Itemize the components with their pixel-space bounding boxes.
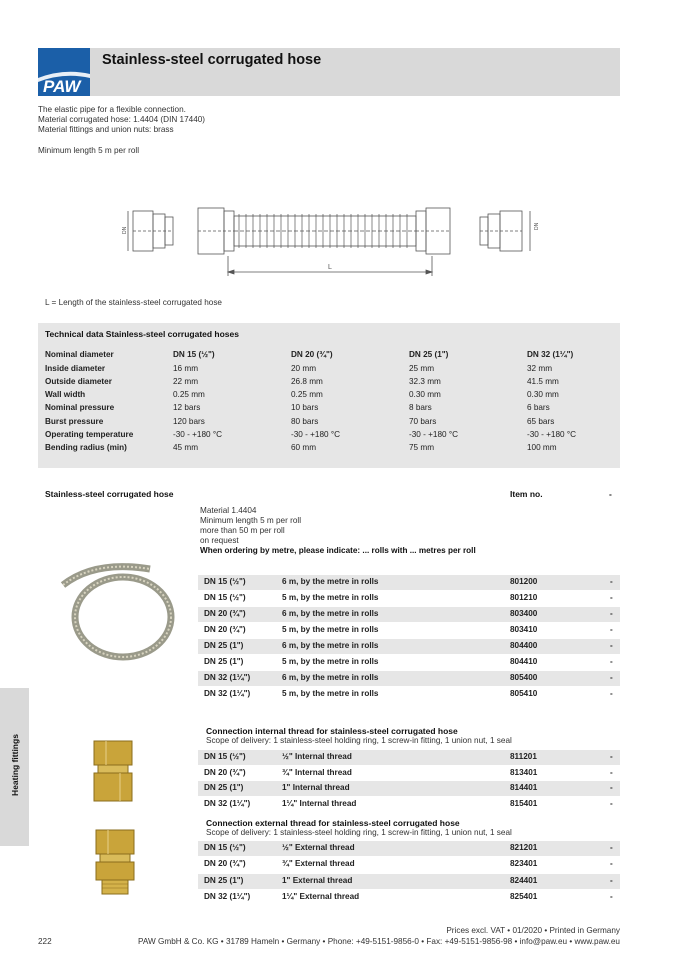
external-thread-title: Connection external thread for stainless-steel corrugated hose [206, 818, 460, 828]
tech-row: Nominal diameter DN 15 (½") DN 20 (¾") DN 25 (1") DN 32 (1¼") [45, 350, 574, 359]
tech-row: Wall width 0.25 mm 0.25 mm 0.30 mm 0.30 mm [45, 390, 559, 399]
table-row: DN 15 (½") ½" External thread 821201 - [198, 841, 620, 856]
ordering-note: When ordering by metre, please indicate: ... rolls with ... metres per roll [200, 546, 476, 555]
table-row: DN 25 (1") 1" Internal thread 814401 - [198, 781, 620, 796]
external-thread-scope: Scope of delivery: 1 stainless-steel holding ring, 1 screw-in fitting, 1 union nut, 1 seal [206, 828, 512, 837]
external-fitting-image [92, 826, 138, 898]
table-row: DN 32 (1¼") 1¼" External thread 825401 - [204, 892, 613, 901]
table-row: DN 32 (1¼") 1¼" Internal thread 815401 - [204, 799, 613, 808]
footer-address: PAW GmbH & Co. KG • 31789 Hameln • Germany • Phone: +49-5151-9856-0 • Fax: +49-5151-9856-98 • info@paw.eu • www.paw.eu [138, 937, 620, 946]
svg-text:DN: DN [122, 226, 128, 234]
page-number: 222 [38, 937, 52, 946]
svg-text:L: L [328, 264, 332, 271]
table-row: DN 15 (½") 6 m, by the metre in rolls 801200 - [198, 575, 620, 590]
tech-row: Inside diameter 16 mm 20 mm 25 mm 32 mm [45, 364, 553, 373]
tech-row: Outside diameter 22 mm 26.8 mm 32.3 mm 41.5 mm [45, 377, 559, 386]
item-no-header: Item no. [510, 489, 543, 499]
table-row: DN 15 (½") ½" Internal thread 811201 - [198, 750, 620, 765]
svg-text:PAW: PAW [43, 77, 81, 96]
table-row: DN 20 (¾") 6 m, by the metre in rolls 803400 - [198, 607, 620, 622]
table-row: DN 25 (1") 5 m, by the metre in rolls 804410 - [204, 657, 613, 666]
table-row: DN 20 (¾") 5 m, by the metre in rolls 803410 - [204, 625, 613, 634]
desc-line-4: on request [200, 536, 239, 545]
footer-prices: Prices excl. VAT • 01/2020 • Printed in Germany [446, 926, 620, 935]
table-row: DN 20 (¾") ¾" External thread 823401 - [204, 859, 613, 868]
tech-row: Operating temperature -30 - +180 °C -30 - +180 °C -30 - +180 °C -30 - +180 °C [45, 430, 577, 439]
tech-row: Bending radius (min) 45 mm 60 mm 75 mm 100 mm [45, 443, 557, 452]
length-note: L = Length of the stainless-steel corrugated hose [45, 298, 222, 307]
table-row: DN 32 (1¼") 5 m, by the metre in rolls 805410 - [204, 689, 613, 698]
desc-line-2: Minimum length 5 m per roll [200, 516, 302, 525]
intro-line-2: Material corrugated hose: 1.4404 (DIN 17440) [38, 115, 206, 124]
table-row: DN 25 (1") 6 m, by the metre in rolls 804400 - [198, 639, 620, 654]
tech-row: Nominal pressure 12 bars 10 bars 8 bars 6 bars [45, 403, 550, 412]
hose-technical-drawing [118, 196, 548, 286]
intro-line-3: Material fittings and union nuts: brass [38, 125, 174, 134]
desc-line-3: more than 50 m per roll [200, 526, 285, 535]
table-row: DN 32 (1¼") 6 m, by the metre in rolls 805400 - [198, 671, 620, 686]
intro-min-length: Minimum length 5 m per roll [38, 146, 140, 155]
sidebar-tab-label: Heating fittings [10, 734, 20, 796]
section-label-hose: Stainless-steel corrugated hose [45, 489, 174, 499]
table-row: DN 15 (½") 5 m, by the metre in rolls 801210 - [204, 593, 613, 602]
internal-thread-scope: Scope of delivery: 1 stainless-steel holding ring, 1 screw-in fitting, 1 union nut, 1 seal [206, 736, 512, 745]
paw-logo [38, 48, 90, 96]
tech-row: Burst pressure 120 bars 80 bars 70 bars 65 bars [45, 417, 555, 426]
svg-text:DN: DN [534, 222, 540, 230]
desc-line-1: Material 1.4404 [200, 506, 257, 515]
intro-line-1: The elastic pipe for a flexible connection. [38, 105, 186, 114]
technical-data-title: Technical data Stainless-steel corrugated hoses [45, 329, 239, 339]
price-header: - [609, 489, 612, 499]
table-row: DN 20 (¾") ¾" Internal thread 813401 - [204, 768, 613, 777]
coiled-hose-image [55, 555, 185, 665]
page-title: Stainless-steel corrugated hose [102, 52, 322, 68]
internal-thread-title: Connection internal thread for stainless-steel corrugated hose [206, 726, 458, 736]
table-row: DN 25 (1") 1" External thread 824401 - [198, 874, 620, 889]
internal-fitting-image [88, 737, 138, 807]
